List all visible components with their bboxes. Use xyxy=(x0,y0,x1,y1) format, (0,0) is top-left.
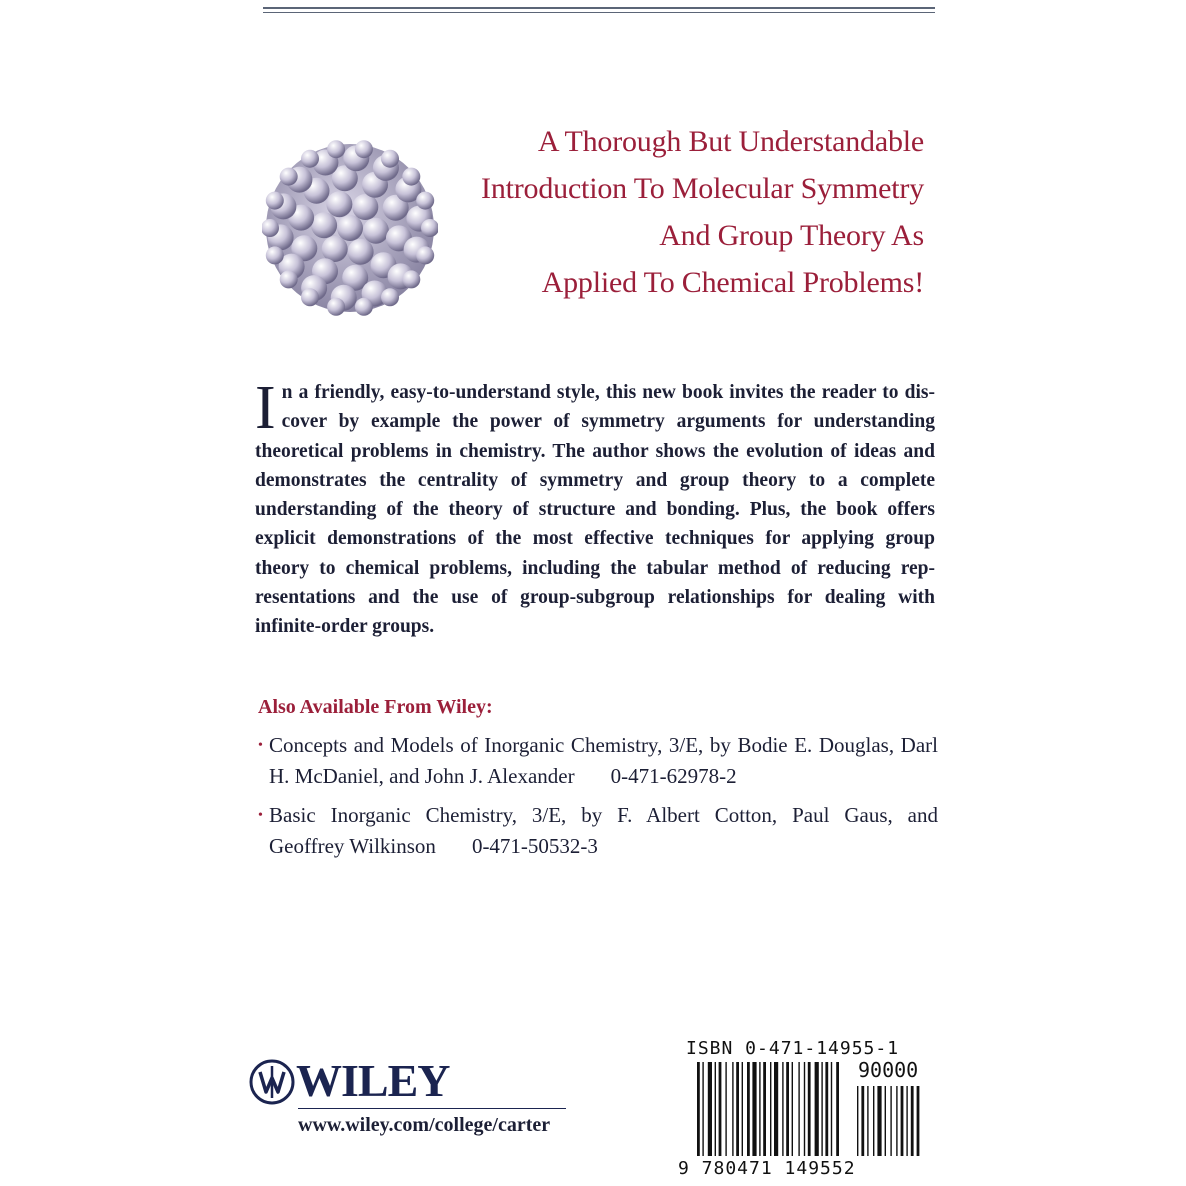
also-available-list xyxy=(258,730,938,870)
description-line: theoretical problems in chemistry. The author shows the evolution of ideas and xyxy=(255,440,935,462)
also-available-title: Also Available From Wiley: xyxy=(258,696,493,718)
description-line: n a friendly, easy-to-understand style, this new book invites the reader to dis- xyxy=(281,382,935,403)
description-line: explicit demonstrations of the most effective techniques for applying group xyxy=(255,528,935,550)
description-line: demonstrates the centrality of symmetry and group theory to a complete xyxy=(255,469,935,491)
drop-cap: I xyxy=(255,374,276,442)
book-isbn: 0-471-62978-2 xyxy=(610,764,737,788)
bullet-icon: • xyxy=(258,808,263,823)
book-description xyxy=(255,374,935,642)
wiley-emblem-icon xyxy=(248,1058,296,1106)
headline xyxy=(364,118,924,306)
price-code: 90000 xyxy=(858,1058,919,1082)
book-authors: H. McDaniel, and John J. Alexander xyxy=(269,764,575,788)
headline-line: A Thorough But Understandable xyxy=(537,125,924,158)
description-line: theory to chemical problems, including the tabular method of reducing rep- xyxy=(255,557,935,579)
book-title-line: Concepts and Models of Inorganic Chemistry, 3/E, by Bodie E. Douglas, Darl xyxy=(269,733,938,757)
bullet-icon: • xyxy=(258,738,263,753)
divider xyxy=(298,1108,566,1109)
top-rule-thin xyxy=(263,12,935,13)
list-item xyxy=(258,800,938,862)
headline-line: And Group Theory As xyxy=(659,219,924,252)
book-title-line: Basic Inorganic Chemistry, 3/E, by F. Albert Cotton, Paul Gaus, and xyxy=(269,803,938,827)
headline-line: Introduction To Molecular Symmetry xyxy=(481,172,924,205)
description-line: understanding of the theory of structure and bonding. Plus, the book offers xyxy=(255,499,935,521)
description-line: infinite-order groups. xyxy=(255,616,435,638)
book-isbn: 0-471-50532-3 xyxy=(471,834,598,858)
publisher-url: www.wiley.com/college/carter xyxy=(298,1114,551,1136)
top-rule xyxy=(263,7,935,9)
description-line: resentations and the use of group-subgroup relationships for dealing with xyxy=(255,587,935,609)
list-item xyxy=(258,730,938,792)
book-authors: Geoffrey Wilkinson xyxy=(269,834,436,858)
ean-digits: 9 780471 149552 xyxy=(678,1158,856,1179)
wiley-logo: WILEY xyxy=(296,1055,450,1106)
headline-line: Applied To Chemical Problems! xyxy=(541,266,924,299)
description-line: cover by example the power of symmetry arguments for understanding xyxy=(281,411,935,433)
isbn-label: ISBN 0-471-14955-1 xyxy=(686,1038,900,1059)
